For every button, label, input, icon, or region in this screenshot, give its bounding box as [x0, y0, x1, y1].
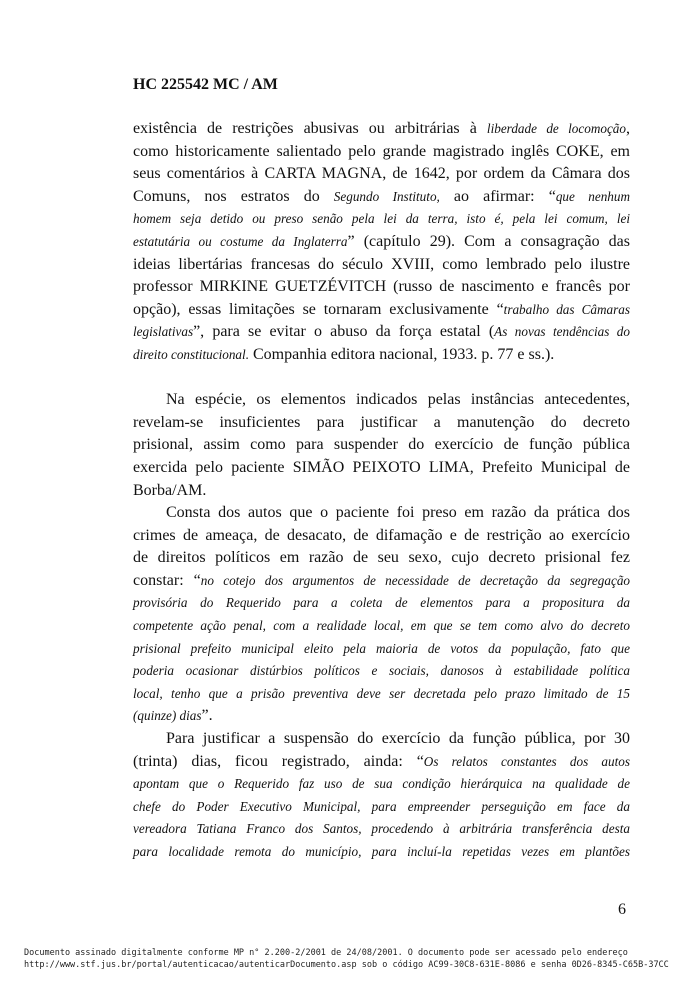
body-text: [133, 118, 630, 864]
text-run: constar: “: [133, 571, 201, 589]
text-line: [133, 660, 630, 683]
italic-run: poderia ocasionar distúrbios políticos e sociais, danosos à estabilidade política: [133, 663, 630, 679]
text-line: [133, 728, 630, 751]
italic-run: apontam que o Requerido faz uso de sua condição hierárquica na qualidade de: [133, 776, 630, 792]
italic-run: que nenhum: [555, 188, 630, 204]
text-run: ao afirmar: “: [439, 187, 556, 205]
text-run: exercida pelo paciente SIMÃO PEIXOTO LIMA, Prefeito Municipal de: [133, 458, 630, 476]
text-run: ,: [626, 120, 630, 137]
paragraph-2: [133, 389, 630, 502]
footer-line: http://www.stf.jus.br/portal/autenticacao/autenticarDocumento.asp sob o código AC99-30C8-631E-8086 e senha 0D26-8345-C65B-37CC: [24, 960, 669, 970]
paragraph-3: [133, 502, 630, 728]
text-run: como historicamente salientado pelo grande magistrado inglês COKE, em: [133, 142, 630, 160]
text-line: [133, 638, 630, 661]
text-line: [133, 254, 630, 277]
text-line: [133, 231, 630, 254]
text-line: [133, 163, 630, 186]
text-run: professor MIRKINE GUETZÉVITCH (russo de nascimento e francês por: [133, 278, 630, 296]
italic-run: competente ação penal, com a realidade local, em que se tem como alvo do decreto: [133, 618, 630, 634]
text-line: [133, 412, 630, 435]
text-line: [133, 796, 630, 819]
italic-run: Os relatos constantes dos autos: [423, 753, 630, 769]
text-run: crimes de ameaça, de desacato, de difamação e de restrição ao exercício: [133, 526, 630, 544]
italic-run: no cotejo dos argumentos de necessidade de decretação da segregação: [200, 572, 631, 588]
text-line: [133, 299, 630, 322]
italic-run: chefe do Poder Executivo Municipal, para empreender perseguição em face da: [133, 798, 630, 814]
italic-run: liberdade de locomoção: [486, 121, 626, 136]
text-line: [133, 818, 630, 841]
text-line: [133, 389, 630, 412]
italic-run: provisória do Requerido para a coleta de elementos para a propositura da: [133, 595, 630, 611]
text-line: [133, 344, 630, 367]
italic-run: estatutária ou costume da Inglaterra: [133, 233, 348, 249]
text-run: de direitos políticos em razão de seu sexo, cujo decreto prisional fez: [133, 549, 630, 567]
text-line: [133, 276, 630, 299]
italic-run: trabalho das Câmaras: [503, 301, 630, 317]
text-run: seus comentários à CARTA MAGNA, de 1642, por ordem da Câmara dos: [133, 165, 630, 183]
text-run: Consta dos autos que o paciente foi preso em razão da prática dos: [166, 504, 630, 522]
italic-run: direito constitucional.: [133, 346, 249, 362]
page-number: 6: [618, 901, 626, 918]
text-line: [133, 186, 630, 209]
text-run: ideias libertárias francesas do século XVIII, como lembrado pelo ilustre: [133, 255, 630, 273]
text-line: [133, 141, 630, 164]
text-line: [133, 208, 630, 231]
text-line: [133, 683, 630, 706]
italic-run: legislativas: [133, 324, 194, 340]
text-line: [133, 841, 630, 864]
italic-run: vereadora Tatiana Franco dos Santos, procedendo à arbitrária transferência desta: [133, 821, 630, 837]
italic-run: As novas tendências do: [494, 324, 630, 340]
authentication-footer: [24, 947, 669, 971]
text-line: [133, 751, 630, 774]
text-line: [133, 502, 630, 525]
text-run: Comuns, nos estratos do: [133, 187, 334, 205]
text-line: [133, 547, 630, 570]
text-line: [133, 773, 630, 796]
text-run: prisional, assim como para suspender do exercício de função pública: [133, 436, 630, 454]
italic-run: Segundo Instituto,: [333, 188, 440, 204]
text-line: [133, 570, 630, 593]
text-run: Companhia editora nacional, 1933. p. 77 e ss.).: [249, 345, 555, 363]
footer-line: Documento assinado digitalmente conforme MP n° 2.200-2/2001 de 24/08/2001. O documento pode ser acessado pelo endereço: [24, 948, 628, 958]
case-header: HC 225542 MC / AM: [133, 76, 278, 93]
text-run: ” (capítulo 29). Com a consagração das: [347, 232, 631, 250]
text-run: ”, para se evitar o abuso da força estatal (: [193, 323, 495, 341]
text-run: existência de restrições abusivas ou arbitrárias à: [133, 120, 487, 137]
text-line: [133, 480, 630, 503]
text-run: revelam-se insuficientes para justificar a manutenção do decreto: [133, 413, 630, 431]
italic-run: (quinze) dias: [133, 708, 202, 724]
text-line: [133, 321, 630, 344]
text-line: [133, 434, 630, 457]
text-run: Para justificar a suspensão do exercício da função pública, por 30: [166, 730, 630, 748]
text-run: (trinta) dias, ficou registrado, ainda: “: [133, 752, 424, 770]
paragraph-spacer: [133, 367, 630, 390]
text-run: opção), essas limitações se tornaram exclusivamente “: [133, 300, 504, 318]
text-run: Borba/AM.: [133, 481, 207, 499]
text-line: [133, 457, 630, 480]
italic-run: local, tenho que a prisão preventiva deve ser decretada pelo prazo limitado de 15: [133, 685, 630, 701]
paragraph-4: [133, 728, 630, 864]
paragraph-1: [133, 118, 630, 367]
text-line: [133, 615, 630, 638]
text-line: [133, 705, 630, 728]
italic-run: homem seja detido ou preso senão pela lei da terra, isto é, pela lei comum, lei: [133, 211, 630, 227]
text-line: [133, 525, 630, 548]
text-run: ”.: [201, 707, 213, 725]
italic-run: prisional prefeito municipal eleito pela maioria de votos da população, fato que: [133, 640, 630, 656]
text-run: Na espécie, os elementos indicados pelas instâncias antecedentes,: [166, 391, 630, 409]
italic-run: para localidade remota do município, para incluí-la repetidas vezes em plantões: [133, 844, 630, 859]
text-line: [133, 118, 630, 141]
text-line: [133, 592, 630, 615]
